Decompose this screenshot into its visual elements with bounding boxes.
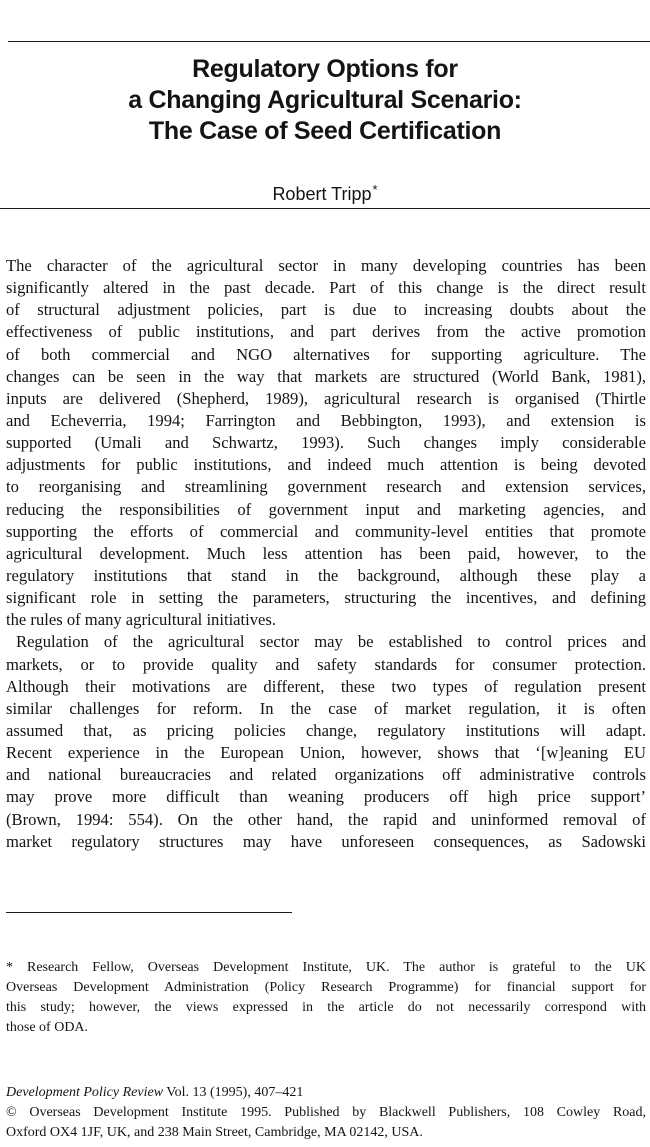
title-line-1: Regulatory Options for	[192, 55, 458, 83]
body-line: The character of the agricultural sector in many developing countries has been	[6, 256, 646, 275]
body-line: regulatory institutions that stand in the background, although these play a	[6, 565, 646, 585]
body-line: may prove more difficult than weaning producers off high price support’	[6, 787, 646, 807]
body-line: Although their motivations are different, these two types of regulation present	[6, 676, 646, 696]
author-footnote-mark: *	[372, 182, 378, 197]
top-rule	[8, 41, 650, 42]
journal-citation	[6, 1083, 646, 1103]
footnote-line: this study; however, the views expressed in the article do not necessarily correspond with	[6, 1000, 646, 1015]
body-line: significant role in setting the parameters, structuring the incentives, and defining	[6, 588, 646, 608]
footnote-rule	[6, 912, 292, 913]
body-line: of structural adjustment policies, part is due to increasing doubts about the	[6, 300, 646, 320]
volume-pages: Vol. 13 (1995), 407–421	[163, 1085, 304, 1100]
body-line: supported (Umali and Schwartz, 1993). Such changes imply considerable	[6, 433, 646, 453]
journal-name: Development Policy Review	[6, 1085, 164, 1100]
body-line: of both commercial and NGO alternatives for supporting agriculture. The	[6, 344, 646, 364]
body-line: agricultural development. Much less attention has been paid, however, to the	[6, 543, 646, 563]
body-line: assumed that, as pricing policies change, regulatory institutions will adapt.	[6, 720, 646, 740]
author-name: Robert Tripp	[272, 184, 372, 204]
body-line: similar challenges for reform. In the case of market regulation, it is often	[6, 698, 646, 718]
body-line: to reorganising and streamlining government research and extension services,	[6, 477, 646, 497]
body-line: (Brown, 1994: 554). On the other hand, the rapid and uninformed removal of	[6, 809, 646, 829]
body-line: and national bureaucracies and related organizations off administrative controls	[6, 765, 646, 785]
body-line: the rules of many agricultural initiatives.	[6, 610, 277, 630]
body-line: adjustments for public institutions, and indeed much attention is being devoted	[6, 455, 646, 475]
author-byline	[0, 179, 650, 205]
footnote-line: Overseas Development Administration (Policy Research Programme) for financial support for	[6, 980, 646, 995]
footnote	[6, 958, 646, 1038]
body-text	[6, 255, 646, 853]
body-line: Recent experience in the European Union, however, shows that ‘[w]eaning EU	[6, 743, 646, 763]
body-line: changes can be seen in the way that markets are structured (World Bank, 1981),	[6, 366, 646, 386]
body-line: market regulatory structures may have unforeseen consequences, as Sadowski	[6, 831, 646, 851]
body-line: supporting the efforts of commercial and community-level entities that promote	[6, 521, 646, 541]
body-line: and Echeverria, 1994; Farrington and Bebbington, 1993), and extension is	[6, 410, 646, 430]
publication-info	[6, 1083, 646, 1143]
body-line: effectiveness of public institutions, and part derives from the active promotion	[6, 322, 646, 342]
title-line-2: a Changing Agricultural Scenario:	[128, 86, 522, 114]
body-line: significantly altered in the past decade. Part of this change is the direct result	[6, 278, 646, 298]
footnote-line: * Research Fellow, Overseas Development Institute, UK. The author is grateful to the UK	[6, 960, 646, 975]
copyright-line: © Overseas Development Institute 1995. Published by Blackwell Publishers, 108 Cowley Road,	[6, 1105, 646, 1120]
author-rule	[0, 208, 650, 209]
copyright-line: Oxford OX4 1JF, UK, and 238 Main Street, Cambridge, MA 02142, USA.	[6, 1125, 423, 1140]
body-line: inputs are delivered (Shepherd, 1989), agricultural research is organised (Thirtle	[6, 388, 646, 408]
title-line-3: The Case of Seed Certification	[148, 117, 502, 145]
footnote-line: those of ODA.	[6, 1020, 89, 1035]
body-line: markets, or to provide quality and safety standards for consumer protection.	[6, 654, 646, 674]
body-line: reducing the responsibilities of government input and marketing agencies, and	[6, 499, 646, 519]
article-title	[0, 54, 650, 147]
body-line: Regulation of the agricultural sector may be established to control prices and	[16, 632, 646, 652]
